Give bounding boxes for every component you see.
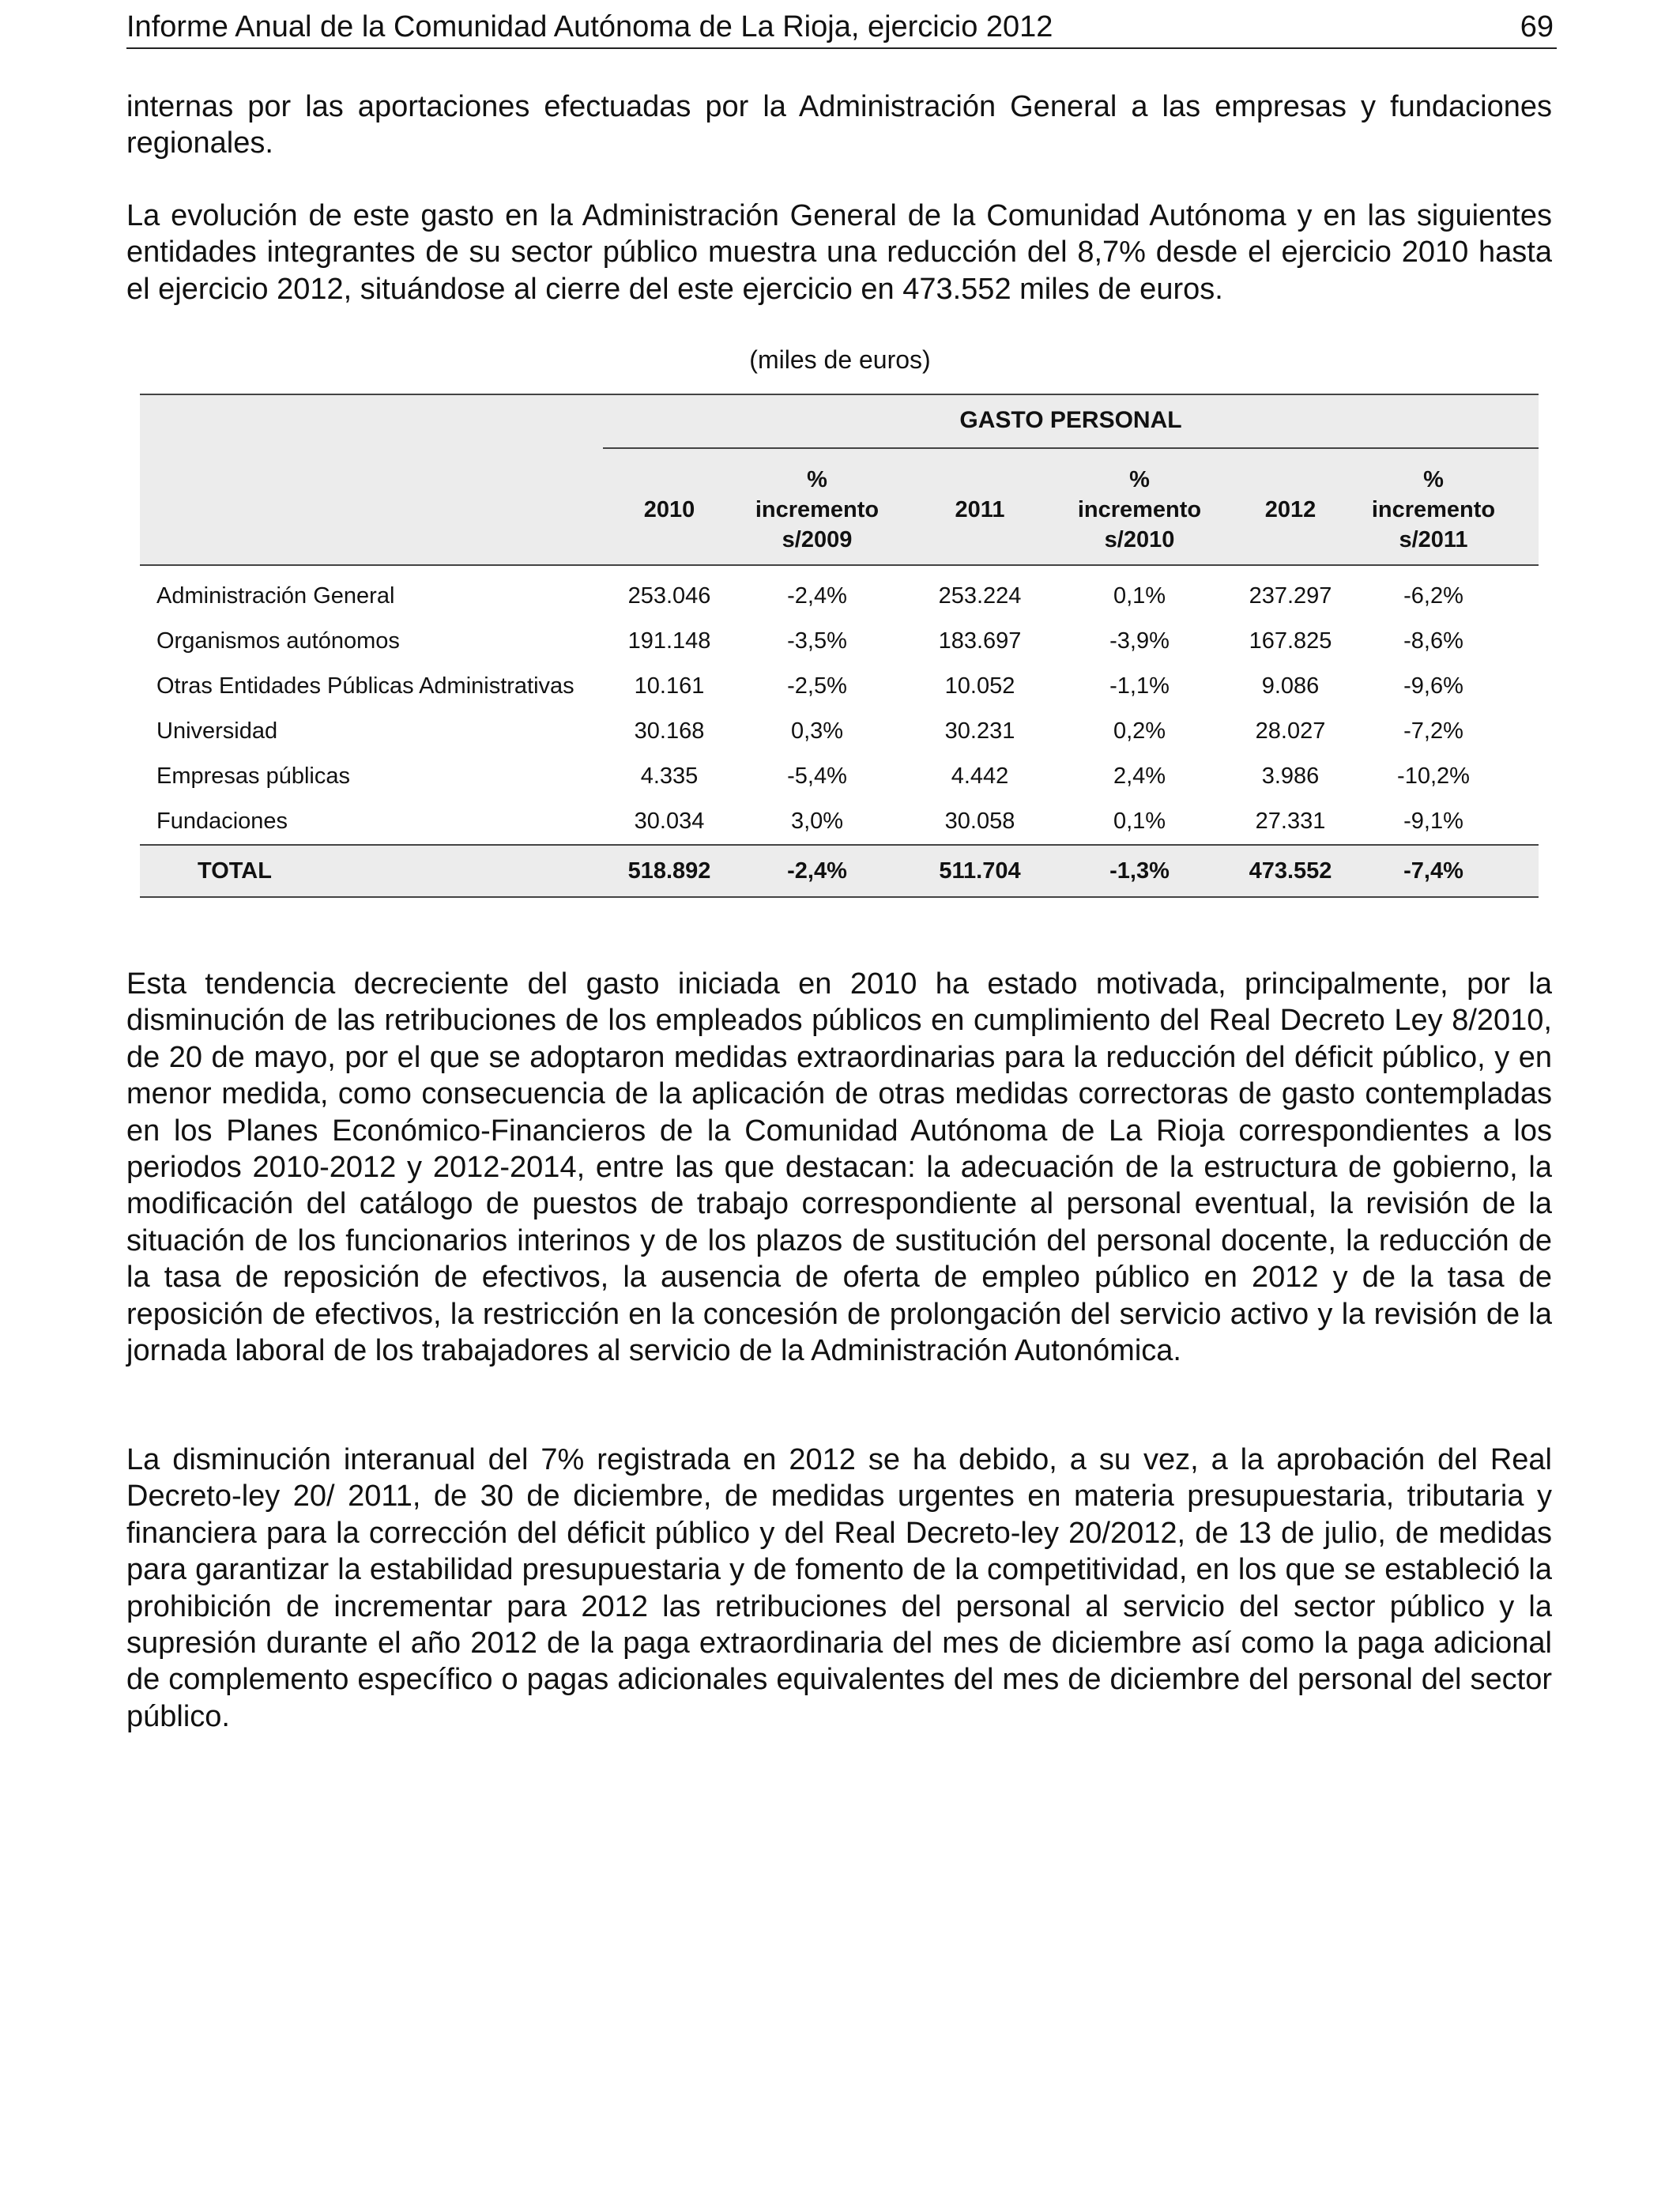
table-cell: 237.297 <box>1249 583 1332 609</box>
table-row <box>140 574 1539 618</box>
column-header-line: s/2011 <box>1399 527 1468 552</box>
table-cell: -6,2% <box>1403 583 1463 609</box>
table-cell: 2,4% <box>1113 763 1166 789</box>
table-cell: 253.224 <box>938 583 1022 609</box>
table-cell: 10.161 <box>634 673 705 699</box>
total-cell: 518.892 <box>627 858 711 884</box>
column-header <box>1211 458 1369 561</box>
table-caption: (miles de euros) <box>749 345 931 374</box>
column-header-line: s/2010 <box>1104 527 1175 552</box>
table-cell: 0,1% <box>1113 583 1166 609</box>
table-cell: 167.825 <box>1249 628 1332 654</box>
table-group-title: GASTO PERSONAL <box>959 407 1182 433</box>
table-cell: 183.697 <box>938 628 1022 654</box>
table-row <box>140 754 1539 798</box>
table-cell: -3,9% <box>1109 628 1170 654</box>
column-header-line: s/2009 <box>782 527 853 552</box>
table-row <box>140 799 1539 843</box>
total-cell: 473.552 <box>1249 858 1332 884</box>
column-header-line: 2011 <box>955 497 1005 522</box>
total-cell: -2,4% <box>787 858 847 884</box>
personnel-expense-table <box>140 394 1539 896</box>
table-row <box>140 664 1539 708</box>
header-divider <box>140 564 1539 566</box>
paragraph-decrease: La disminución interanual del 7% registrada en 2012 se ha debido, a su vez, a la aprobación del Real Decreto-ley 20/ 2011, de 30 de diciembre, de medidas urgentes en materia presupuestaria, tributaria y financiera para la corrección del déficit público y del Real Decreto-ley 20/2012, de 13 de julio, de medidas para garantizar la estabilidad presupuestaria y de fomento de la competitividad, en los que se estableció la prohibición de incrementar para 2012 las retribuciones del personal al servicio del sector público y la supresión durante el año 2012 de la paga extraordinaria del mes de diciembre así como la paga adicional de complemento específico o pagas adicionales equivalentes del mes de diciembre del personal del sector público. <box>126 1443 1552 1733</box>
table-cell: -3,5% <box>787 628 847 654</box>
table-cell: 191.148 <box>627 628 711 654</box>
column-header-line: % <box>807 467 827 492</box>
total-cell: 511.704 <box>939 858 1021 884</box>
paragraph-intro: internas por las aportaciones efectuadas por la Administración General a las empresas y fundaciones regionales. <box>126 90 1552 160</box>
row-label: Fundaciones <box>156 809 288 834</box>
table-cell: 3,0% <box>790 809 844 834</box>
column-header-line: incremento <box>1077 497 1202 522</box>
table-cell: 28.027 <box>1255 718 1326 744</box>
table-cell: 4.442 <box>951 763 1009 789</box>
row-label: Empresas públicas <box>156 763 350 789</box>
table-cell: 9.086 <box>1261 673 1320 699</box>
column-header <box>1060 458 1219 561</box>
table-row <box>140 619 1539 663</box>
table-cell: 253.046 <box>627 583 711 609</box>
page-number: 69 <box>1520 10 1554 43</box>
column-header-line: incremento <box>1371 497 1496 522</box>
table-cell: 0,1% <box>1113 809 1166 834</box>
table-cell: -5,4% <box>787 763 847 789</box>
column-header-line: % <box>1129 467 1150 492</box>
total-cell: -7,4% <box>1403 858 1463 884</box>
row-label: Otras Entidades Públicas Administrativas <box>156 673 574 699</box>
table-cell: -8,6% <box>1403 628 1463 654</box>
table-cell: 30.168 <box>634 718 705 744</box>
table-cell: 3.986 <box>1261 763 1320 789</box>
table-cell: -2,4% <box>787 583 847 609</box>
total-cell: -1,3% <box>1109 858 1170 884</box>
row-label: Organismos autónomos <box>156 628 400 654</box>
table-cell: -2,5% <box>787 673 847 699</box>
paragraph-trend: Esta tendencia decreciente del gasto iniciada en 2010 ha estado motivada, principalmente, por la disminución de las retribuciones de los empleados públicos en cumplimiento del Real Decreto Ley 8/2010, de 20 de mayo, por el que se adoptaron medidas extraordinarias para la reducción del déficit público, y en menor medida, como consecuencia de la aplicación de otras medidas correctoras de gasto contempladas en los Planes Económico-Financieros de la Comunidad Autónoma de La Rioja correspondientes a los periodos 2010-2012 y 2012-2014, entre las que destacan: la adecuación de la estructura de gobierno, la modificación del catálogo de puestos de trabajo correspondiente al personal eventual, la revisión de la situación de los funcionarios interinos y de los plazos de sustitución del personal docente, la reducción de la tasa de reposición de efectivos, la ausencia de oferta de empleo público en 2012 y de la tasa de reposición de efectivos, la restricción en la concesión de prolongación del servicio activo y la revisión de la jornada laboral de los trabajadores al servicio de la Administración Autonómica. <box>126 967 1552 1368</box>
table-cell: 30.231 <box>944 718 1015 744</box>
column-header-line: 2012 <box>1264 497 1317 522</box>
column-header-line: % <box>1423 467 1444 492</box>
table-cell: 10.052 <box>944 673 1015 699</box>
table-cell: -7,2% <box>1403 718 1463 744</box>
column-header <box>590 458 748 561</box>
table-cell: 30.034 <box>634 809 705 834</box>
table-cell: -10,2% <box>1397 763 1470 789</box>
column-header <box>901 458 1059 561</box>
table-cell: 0,3% <box>790 718 844 744</box>
row-label: Universidad <box>156 718 278 744</box>
row-label: Administración General <box>156 583 395 609</box>
group-divider <box>603 447 1539 449</box>
column-header <box>1354 458 1512 561</box>
table-cell: 30.058 <box>944 809 1015 834</box>
table-cell: 4.335 <box>640 763 699 789</box>
column-header-line: incremento <box>755 497 880 522</box>
header-title: Informe Anual de la Comunidad Autónoma de La Rioja, ejercicio 2012 <box>126 10 1053 43</box>
total-label: TOTAL <box>198 858 272 884</box>
table-cell: -9,6% <box>1403 673 1463 699</box>
table-row <box>140 709 1539 753</box>
table-cell: -9,1% <box>1403 809 1463 834</box>
paragraph-evolution: La evolución de este gasto en la Administración General de la Comunidad Autónoma y en las siguientes entidades integrantes de su sector público muestra una reducción del 8,7% desde el ejercicio 2010 hasta el ejercicio 2012, situándose al cierre del este ejercicio en 473.552 miles de euros. <box>126 199 1552 306</box>
total-row <box>140 844 1539 898</box>
table-cell: 27.331 <box>1255 809 1326 834</box>
table-cell: -1,1% <box>1109 673 1170 699</box>
page-header <box>126 6 1557 49</box>
column-header-line: 2010 <box>643 497 695 522</box>
table-cell: 0,2% <box>1113 718 1166 744</box>
column-header <box>738 458 896 561</box>
